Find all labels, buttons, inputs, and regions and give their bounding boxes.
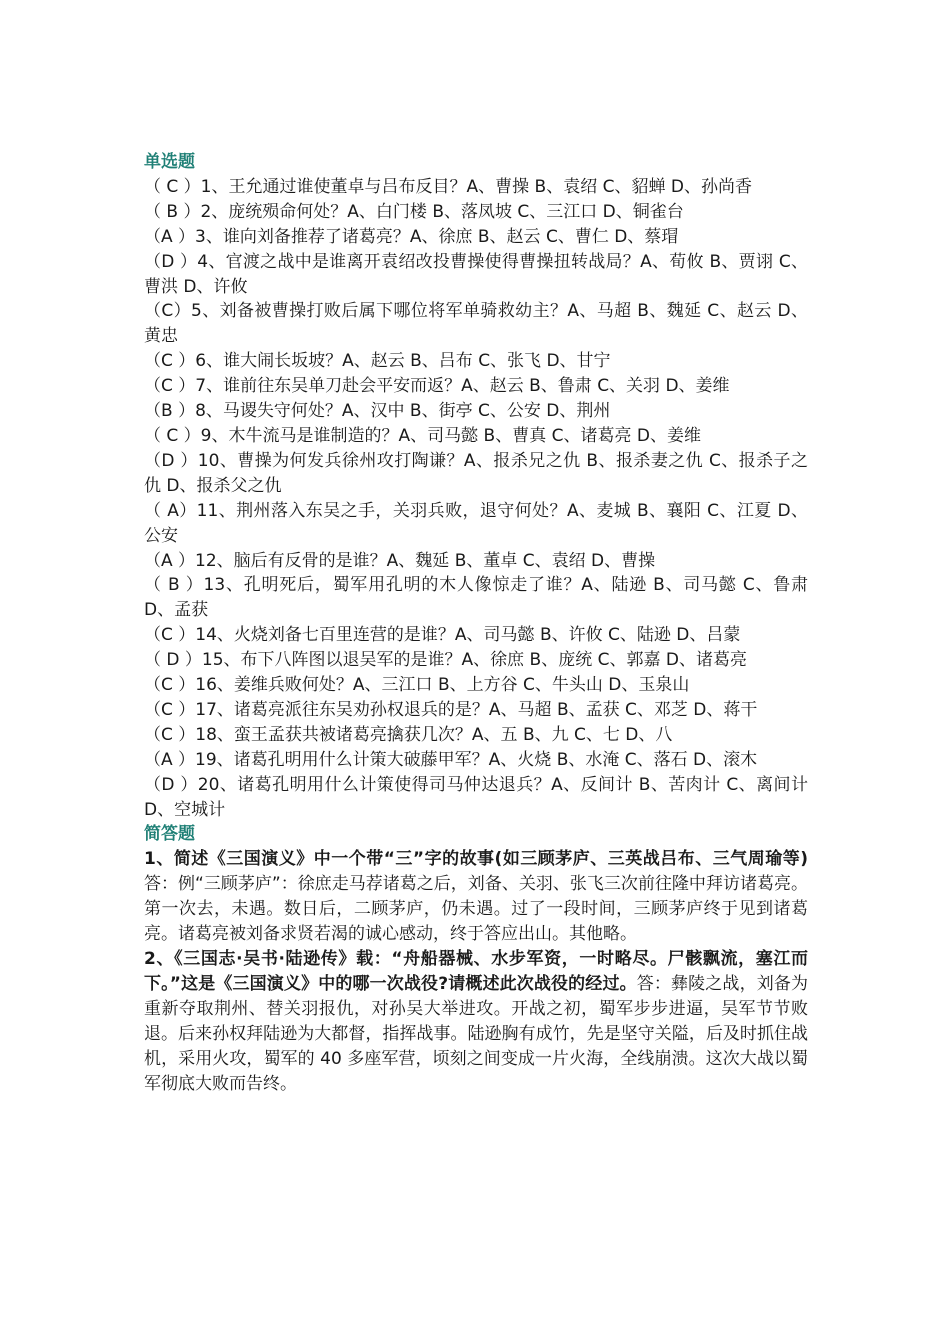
question-2: （ B ）2、庞统殒命何处？A、白门楼 B、落凤坡 C、三江口 D、铜雀台 <box>144 201 684 222</box>
short-answer-1-question: 1、简述《三国演义》中一个带“三”字的故事(如三顾茅庐、三英战吕布、三气周瑜等) <box>144 849 808 870</box>
short-answer-2 <box>144 947 808 1096</box>
question-16: （C ）16、姜维兵败何处？A、三江口 B、上方谷 C、牛头山 D、玉泉山 <box>144 675 690 696</box>
question-18: （C ）18、蛮王孟获共被诸葛亮擒获几次？A、五 B、九 C、七 D、八 <box>144 724 673 745</box>
question-11: （ A）11、荆州落入东吴之手，关羽兵败，退守何处？A、麦城 B、襄阳 C、江夏 D、公安 <box>144 500 808 546</box>
question-14: （C ）14、火烧刘备七百里连营的是谁？A、司马懿 B、许攸 C、陆逊 D、吕蒙 <box>144 625 741 646</box>
section-heading-short-answer: 简答题 <box>144 824 195 845</box>
question-6: （C ）6、谁大闹长坂坡？A、赵云 B、吕布 C、张飞 D、甘宁 <box>144 351 611 372</box>
question-12: （A ）12、脑后有反骨的是谁？A、魏延 B、董卓 C、袁绍 D、曹操 <box>144 550 656 571</box>
question-15: （ D ）15、布下八阵图以退吴军的是谁？A、徐庶 B、庞统 C、郭嘉 D、诸葛亮 <box>144 650 747 671</box>
short-answer-1-answer: 答：例“三顾茅庐”：徐庶走马荐诸葛之后，刘备、关羽、张飞三次前往隆中拜访诸葛亮。第一次去，未遇。数日后，二顾茅庐，仍未遇。过了一段时间，三顾茅庐终于见到诸葛亮。诸葛亮被刘备求贤若渴的诚心感动，终于答应出山。其他略。 <box>144 874 808 945</box>
question-20: （D ）20、诸葛孔明用什么计策使得司马仲达退兵？A、反间计 B、苦肉计 C、离间计 D、空城计 <box>144 774 808 820</box>
section-heading-single-choice: 单选题 <box>144 152 195 172</box>
question-7: （C ）7、谁前往东吴单刀赴会平安而返？A、赵云 B、鲁肃 C、关羽 D、姜维 <box>144 376 730 397</box>
question-3: （A ）3、谁向刘备推荐了诸葛亮？A、徐庶 B、赵云 C、曹仁 D、蔡瑁 <box>144 226 679 247</box>
question-4: （D ）4、官渡之战中是谁离开袁绍改投曹操使得曹操扭转战局？A、荀攸 B、贾诩 C、曹洪 D、许攸 <box>144 251 808 297</box>
question-19: （A ）19、诸葛孔明用什么计策大破藤甲军？A、火烧 B、水淹 C、落石 D、滚木 <box>144 749 758 770</box>
short-answer-2-question: 2、《三国志·吴书·陆逊传》载：“舟船器械、水步军资，一时略尽。尸骸飘流，塞江而下。”这是《三国演义》中的哪一次战役?请概述此次战役的经过。 <box>144 949 808 994</box>
short-answer-1 <box>144 847 808 947</box>
question-8: （B ）8、马谡失守何处？A、汉中 B、街亭 C、公安 D、荆州 <box>144 401 611 422</box>
short-answer-2-answer: 答：彝陵之战，刘备为重新夺取荆州、替关羽报仇，对孙吴大举进攻。开战之初，蜀军步步进逼，吴军节节败退。后来孙权拜陆逊为大都督，指挥战事。陆逊胸有成竹，先是坚守关隘，后及时抓住战机，采用火攻，蜀军的 40 多座军营，顷刻之间变成一片火海，全线崩溃。这次大战以蜀军彻底大败而告终。 <box>144 973 808 1094</box>
document-body <box>144 150 808 1096</box>
question-17: （C ）17、诸葛亮派往东吴劝孙权退兵的是？A、马超 B、孟获 C、邓芝 D、蒋干 <box>144 699 758 720</box>
question-10: （D ）10、曹操为何发兵徐州攻打陶谦？A、报杀兄之仇 B、报杀妻之仇 C、报杀子之仇 D、报杀父之仇 <box>144 450 808 496</box>
question-5: （C）5、刘备被曹操打败后属下哪位将军单骑救幼主？A、马超 B、魏延 C、赵云 D、黄忠 <box>144 301 808 347</box>
question-13: （ B ）13、孔明死后，蜀军用孔明的木人像惊走了谁？A、陆逊 B、司马懿 C、鲁肃 D、孟获 <box>144 575 808 621</box>
question-9: （ C ）9、木牛流马是谁制造的？A、司马懿 B、曹真 C、诸葛亮 D、姜维 <box>144 425 701 446</box>
question-1: （ C ）1、王允通过谁使董卓与吕布反目？A、曹操 B、袁绍 C、貂蝉 D、孙尚香 <box>144 176 752 197</box>
